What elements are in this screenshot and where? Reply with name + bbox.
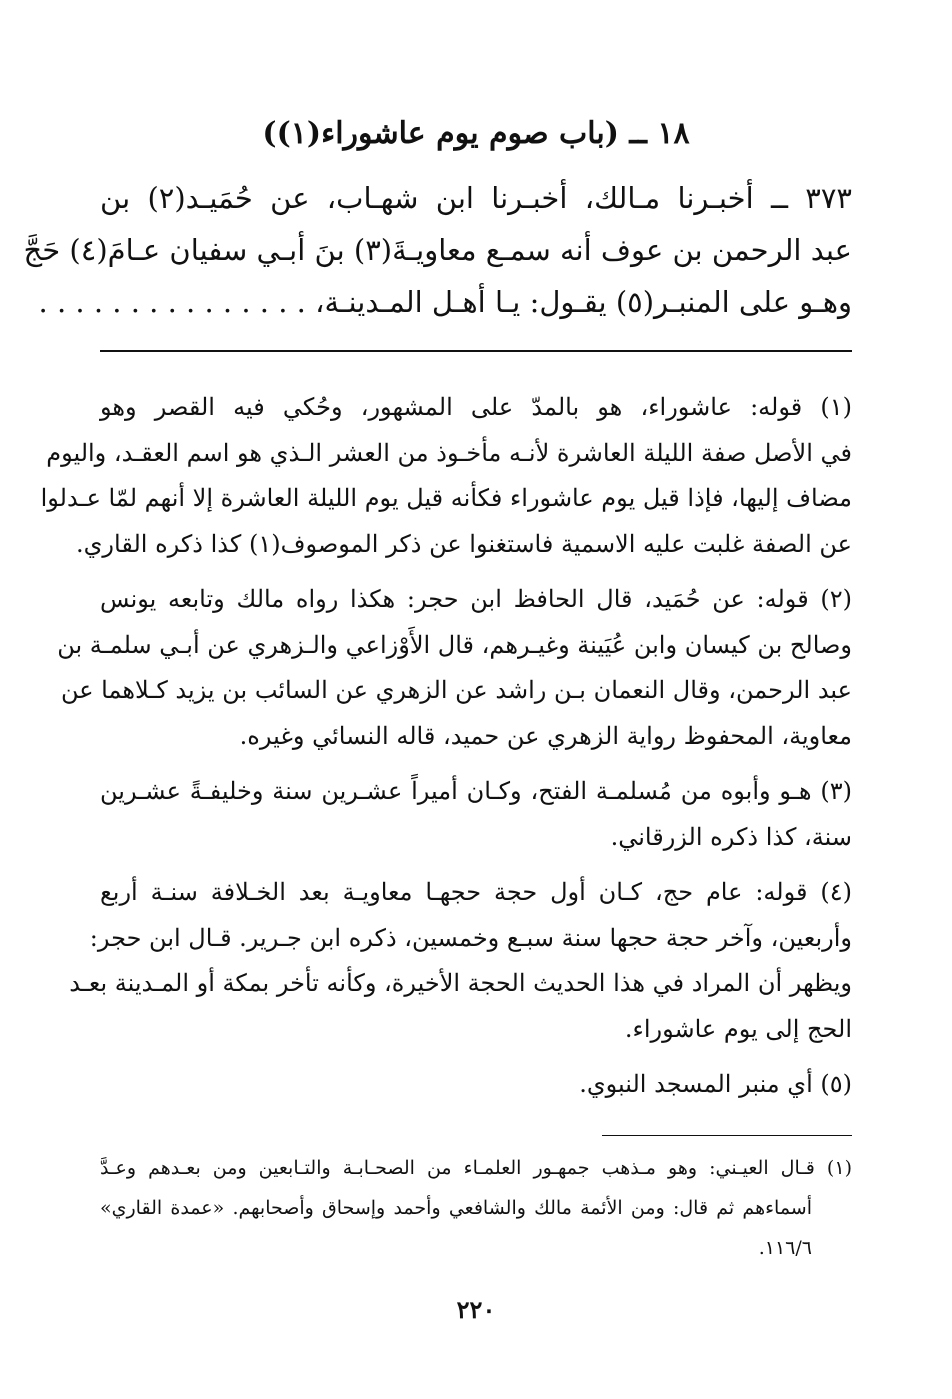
footnote-2 bbox=[57, 577, 852, 759]
footnote-line: ويظهر أن المراد في هذا الحديث الحجة الأخيرة، وكأنه تأخر بمكة أو المـدينة بعـد bbox=[69, 969, 852, 997]
page-number: ٢٢٠ bbox=[456, 1295, 496, 1324]
footnote-line: في الأصل صفة الليلة العاشرة لأنـه مأخـوذ من العشر الـذي هو اسم العقـد، واليوم bbox=[46, 438, 852, 467]
sub-footnote-line: ١١٦/٦. bbox=[758, 1237, 812, 1259]
footnote-line: الحج إلى يوم عاشوراء. bbox=[624, 1014, 852, 1043]
footnote-line: (٣) هـو وأبوه من مُسلمـة الفتح، وكـان أميراً عشـرين سنة وخليفـةً عشـرين bbox=[100, 777, 852, 805]
footnotes bbox=[40, 385, 852, 1118]
footnote-4 bbox=[69, 870, 852, 1052]
footnote-line: عبد الرحمن، وقال النعمان بـن راشد عن الزهري عن السائب بن يزيد كـلاهما عن bbox=[60, 676, 852, 704]
main-text-line: ٣٧٣ ــ أخبـرنا مـالك، أخبـرنا ابن شهـاب، عن حُمَيـد(٢) بن bbox=[100, 181, 852, 215]
main-text bbox=[23, 172, 852, 328]
footnote-1 bbox=[40, 385, 852, 567]
footnote-line: (٢) قوله: عن حُمَيد، قال الحافظ ابن حجر: هكذا رواه مالك وتابعه يونس bbox=[100, 585, 852, 613]
footnote-line: وصالح بن كيسان وابن عُيَينة وغيـرهم، قال الأَوْزاعي والـزهري عن أبـي سلمـة بن bbox=[57, 630, 852, 659]
chapter-title: ١٨ ــ (باب صوم يوم عاشوراء(١)) bbox=[262, 116, 690, 151]
footnote-line: وأربعين، وآخر حجة حجها سنة سبـع وخمسين، ذكره ابن جـرير. قـال ابن حجر: bbox=[89, 923, 852, 952]
sub-footnote-line: أسماءهم ثم قال: ومن الأئمة مالك والشافعي وأحمد وإسحاق وأصحابهم. «عمدة القاري» bbox=[100, 1197, 812, 1219]
footnote-5 bbox=[100, 1062, 852, 1108]
footnote-divider bbox=[100, 350, 852, 352]
main-text-line: عبد الرحمن بن عوف أنه سمـع معاويـةَ(٣) بنَ أبـي سفيان عـامَ(٤) حَجَّ bbox=[23, 233, 852, 267]
sub-footnote-line: (١) قـال العيـني: وهو مـذهب جمهـور العلمـاء من الصحـابـة والتـابعين ومن بعـدهم وعـدَّ bbox=[100, 1157, 852, 1179]
footnote-line: مضاف إليها، فإذا قيل يوم عاشوراء فكأنه قيل يوم الليلة العاشرة إلا أنهم لمّا عـدلوا bbox=[40, 484, 852, 512]
footnote-line: (٤) قوله: عام حج، كـان أول حجة حجهـا معاويـة بعد الخـلافة سنـة أربع bbox=[100, 878, 852, 906]
main-text-line: وهـو على المنبـر(٥) يقـول: يـا أهـل المـدينـة، . . . . . . . . . . . . . . . bbox=[38, 285, 852, 319]
footnote-line: عن الصفة غلبت عليه الاسمية فاستغنوا عن ذكر الموصوف(١) كذا ذكره القاري. bbox=[76, 529, 852, 558]
footnote-line: (١) قوله: عاشوراء، هو بالمدّ على المشهور، وحُكي فيه القصر وهو bbox=[100, 393, 852, 421]
subnote-divider bbox=[602, 1135, 852, 1136]
footnote-3 bbox=[100, 769, 852, 860]
sub-footnote bbox=[100, 1148, 852, 1268]
footnote-line: معاوية، المحفوظ رواية الزهري عن حميد، قاله النسائي وغيره. bbox=[239, 721, 852, 750]
footnote-line: (٥) أي منبر المسجد النبوي. bbox=[579, 1070, 852, 1098]
footnote-line: سنة، كذا ذكره الزرقاني. bbox=[610, 822, 852, 851]
